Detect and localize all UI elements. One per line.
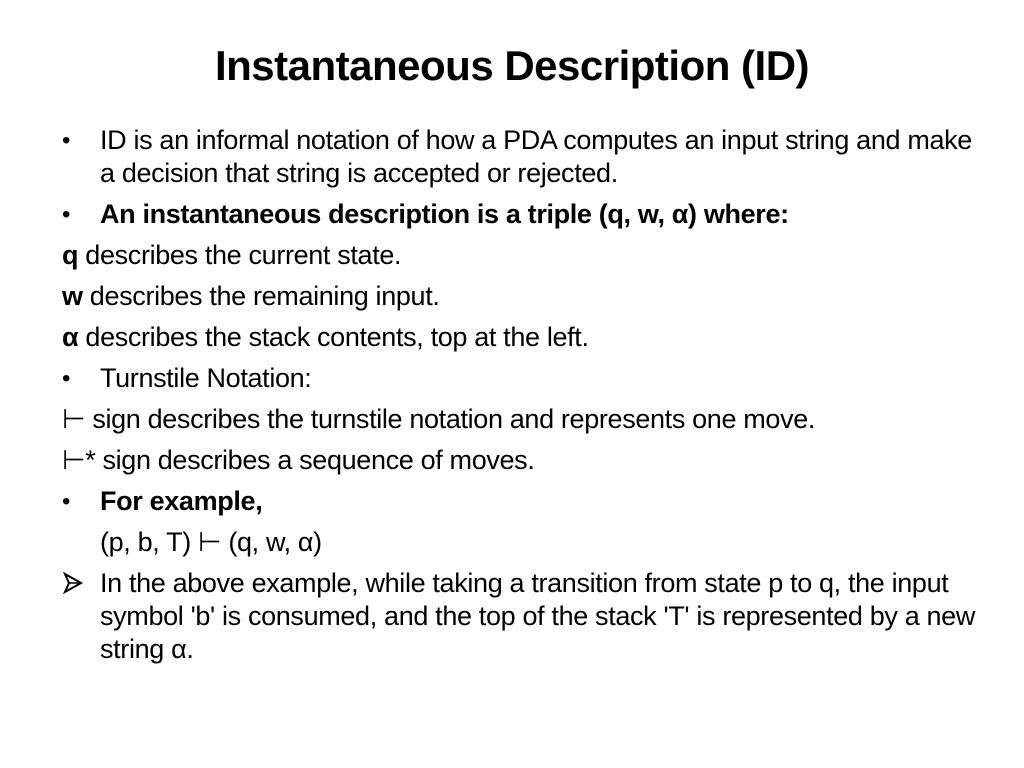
symbol-w: w xyxy=(62,281,83,311)
line-text: describes the remaining input. xyxy=(82,281,440,311)
arrow-explanation xyxy=(62,567,982,666)
line-text: ⊢* sign describes a sequence of moves. xyxy=(62,445,535,475)
symbol-alpha: α xyxy=(62,322,79,352)
arrow-bullet-icon xyxy=(62,567,92,600)
bullet-text: In the above example, while taking a transition from state p to q, the input symbol 'b' is consumed, and the top of the stack 'T' is represented by a new string α. xyxy=(100,568,975,664)
bullet-icon: • xyxy=(62,201,71,228)
bullet-text: Turnstile Notation: xyxy=(100,363,312,393)
symbol-q: q xyxy=(62,240,79,270)
line-text: describes the stack contents, top at the left. xyxy=(78,322,589,352)
line-text: ⊢ sign describes the turnstile notation and represents one move. xyxy=(62,404,816,434)
line-turnstile-one xyxy=(62,403,982,436)
bullet-text: For example, xyxy=(100,486,263,516)
example-expression xyxy=(62,526,982,559)
bullet-turnstile xyxy=(62,362,982,395)
line-alpha xyxy=(62,321,982,354)
bullet-text: An instantaneous description is a triple (q, w, α) where: xyxy=(100,199,789,229)
bullet-icon: • xyxy=(62,365,71,392)
bullet-icon: • xyxy=(62,127,71,154)
bullet-text: ID is an informal notation of how a PDA computes an input string and make a decision that string is accepted or rejected. xyxy=(100,125,972,188)
bullet-id-definition xyxy=(62,124,982,190)
line-q xyxy=(62,239,982,272)
bullet-triple xyxy=(62,198,982,231)
line-turnstile-many xyxy=(62,444,982,477)
slide-body xyxy=(62,124,982,666)
slide-title: Instantaneous Description (ID) xyxy=(214,42,810,89)
line-text: (p, b, T) ⊢ (q, w, α) xyxy=(100,527,322,557)
line-text: describes the current state. xyxy=(78,240,402,270)
line-w xyxy=(62,280,982,313)
bullet-example xyxy=(62,485,982,518)
bullet-icon: • xyxy=(62,488,71,515)
